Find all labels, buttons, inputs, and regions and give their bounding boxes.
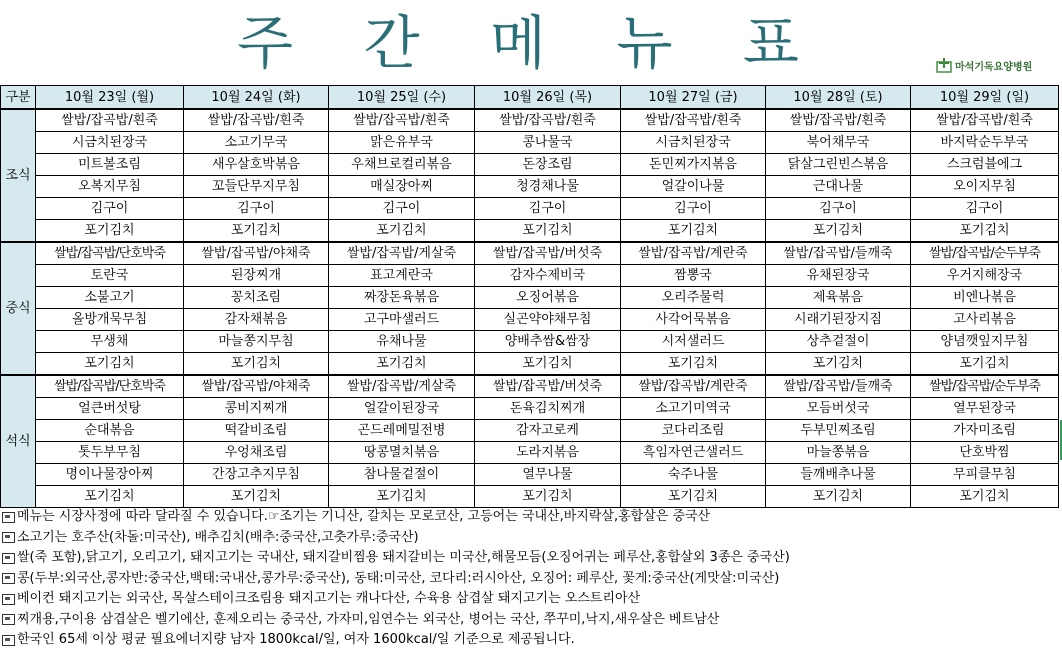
menu-cell: 열무나물 [475, 464, 621, 486]
menu-cell: 땅콩멸치볶음 [329, 442, 475, 464]
menu-cell: 포기김치 [329, 486, 475, 508]
medical-cross-icon [936, 57, 952, 73]
weekly-menu-table [0, 85, 1059, 508]
menu-cell: 올방개묵무침 [36, 309, 184, 331]
table-row [1, 398, 1059, 420]
menu-cell: 오복지무침 [36, 176, 184, 198]
menu-cell: 시저샐러드 [621, 331, 766, 353]
menu-cell: 무피클무침 [911, 464, 1059, 486]
menu-cell: 실곤약야채무침 [475, 309, 621, 331]
menu-cell: 쌀밥/잡곡밥/계란죽 [621, 375, 766, 398]
menu-cell: 포기김치 [36, 486, 184, 508]
menu-cell: 떡갈비조림 [184, 420, 329, 442]
menu-cell: 오리주물럭 [621, 287, 766, 309]
table-row [1, 198, 1059, 220]
table-row [1, 309, 1059, 331]
note-line [2, 569, 1060, 590]
note-line [2, 548, 1060, 569]
menu-cell: 쌀밥/잡곡밥/흰죽 [329, 109, 475, 132]
menu-cell: 짬뽕국 [621, 265, 766, 287]
pointer-hand-icon [2, 532, 15, 543]
menu-cell: 순대볶음 [36, 420, 184, 442]
menu-cell: 우엉채조림 [184, 442, 329, 464]
menu-cell: 매실장아찌 [329, 176, 475, 198]
menu-cell: 꼬들단무지무침 [184, 176, 329, 198]
menu-cell: 포기김치 [621, 220, 766, 243]
menu-cell: 김구이 [184, 198, 329, 220]
table-row [1, 287, 1059, 309]
menu-cell: 포기김치 [621, 486, 766, 508]
menu-cell: 쌀밥/잡곡밥/버섯죽 [475, 242, 621, 265]
menu-cell: 사각어묵볶음 [621, 309, 766, 331]
table-row [1, 154, 1059, 176]
meal-label: 중식 [1, 242, 36, 375]
meal-label: 석식 [1, 375, 36, 508]
menu-cell: 소고기미역국 [621, 398, 766, 420]
menu-cell: 김구이 [36, 198, 184, 220]
menu-cell: 쌀밥/잡곡밥/들깨죽 [766, 375, 911, 398]
menu-cell: 포기김치 [329, 220, 475, 243]
day-header: 10월 26일 (목) [475, 86, 621, 110]
menu-cell: 코다리조림 [621, 420, 766, 442]
menu-cell: 가자미조림 [911, 420, 1059, 442]
menu-cell: 돈육김치찌개 [475, 398, 621, 420]
menu-cell: 쌀밥/잡곡밥/단호박죽 [36, 375, 184, 398]
pointer-hand-icon [2, 635, 15, 646]
menu-cell: 스크럼블에그 [911, 154, 1059, 176]
menu-cell: 표고계란국 [329, 265, 475, 287]
menu-cell: 흑임자연근샐러드 [621, 442, 766, 464]
menu-cell: 토란국 [36, 265, 184, 287]
menu-cell: 얼갈이나물 [621, 176, 766, 198]
menu-cell: 쌀밥/잡곡밥/흰죽 [766, 109, 911, 132]
menu-cell: 감자수제비국 [475, 265, 621, 287]
menu-cell: 마늘쫑지무침 [184, 331, 329, 353]
menu-cell: 김구이 [911, 198, 1059, 220]
menu-cell: 쌀밥/잡곡밥/게살죽 [329, 242, 475, 265]
menu-cell: 돈장조림 [475, 154, 621, 176]
menu-cell: 맑은유부국 [329, 132, 475, 154]
table-row [1, 442, 1059, 464]
day-header: 10월 23일 (월) [36, 86, 184, 110]
menu-cell: 우채브로컬리볶음 [329, 154, 475, 176]
note-text: 한국인 65세 이상 평균 필요에너지량 남자 1800kcal/일, 여자 1600kcal/일 기준으로 제공됩니다. [17, 632, 575, 647]
menu-cell: 포기김치 [766, 486, 911, 508]
note-text: 쌀(죽 포함),닭고기, 오리고기, 돼지고기는 국내산, 돼지갈비찜용 돼지갈비는 미국산,해물모듬(오징어귀는 페루산,홍합살외 3종은 중국산) [17, 550, 790, 565]
page-title: 주 간 메 뉴 표 [237, 9, 825, 77]
day-header: 10월 24일 (화) [184, 86, 329, 110]
menu-cell: 고사리볶음 [911, 309, 1059, 331]
menu-cell: 비엔나볶음 [911, 287, 1059, 309]
note-text: 소고기는 호주산(차돌:미국산), 배추김치(배추:중국산,고춧가루:중국산) [17, 529, 419, 545]
note-text: 찌개용,구이용 삼겹살은 벨기에산, 훈제오리는 중국산, 가자미,임연수는 외국산, 병어는 국산, 쭈꾸미,낙지,새우살은 베트남산 [17, 611, 720, 627]
note-text: 콩(두부:외국산,콩자반:중국산,백태:국내산,콩가루:중국산), 동태:미국산, 코다리:러시아산, 오징어: 페루산, 꽃게:중국산(게맛살:미국산) [17, 570, 780, 586]
menu-cell: 포기김치 [911, 220, 1059, 243]
menu-cell: 쌀밥/잡곡밥/흰죽 [475, 109, 621, 132]
menu-cell: 새우살호박볶음 [184, 154, 329, 176]
pointer-hand-icon [2, 553, 15, 564]
menu-cell: 유채된장국 [766, 265, 911, 287]
menu-cell: 짜장돈육볶음 [329, 287, 475, 309]
menu-cell: 시래기된장지짐 [766, 309, 911, 331]
notes-section [2, 507, 1060, 651]
menu-cell: 양배추쌈&쌈장 [475, 331, 621, 353]
menu-cell: 단호박찜 [911, 442, 1059, 464]
menu-cell: 포기김치 [911, 486, 1059, 508]
menu-cell: 포기김치 [36, 220, 184, 243]
menu-cell: 무생채 [36, 331, 184, 353]
menu-cell: 제육볶음 [766, 287, 911, 309]
menu-cell: 포기김치 [184, 486, 329, 508]
menu-cell: 명이나물장아찌 [36, 464, 184, 486]
note-text: 메뉴는 시장사정에 따라 달라질 수 있습니다.☞조기는 기니산, 갈치는 모로코산, 고등어는 국내산,바지락살,홍합살은 중국산 [17, 509, 711, 524]
menu-cell: 포기김치 [475, 486, 621, 508]
table-row [1, 486, 1059, 508]
table-row [1, 242, 1059, 265]
menu-cell: 포기김치 [475, 353, 621, 376]
table-row [1, 464, 1059, 486]
menu-cell: 포기김치 [329, 353, 475, 376]
menu-cell: 양념깻잎지무침 [911, 331, 1059, 353]
menu-cell: 열무된장국 [911, 398, 1059, 420]
menu-cell: 근대나물 [766, 176, 911, 198]
menu-cell: 쌀밥/잡곡밥/흰죽 [911, 109, 1059, 132]
table-header-row [1, 86, 1059, 110]
menu-cell: 청경채나물 [475, 176, 621, 198]
menu-cell: 쌀밥/잡곡밥/게살죽 [329, 375, 475, 398]
menu-cell: 톳두부무침 [36, 442, 184, 464]
table-row [1, 176, 1059, 198]
menu-cell: 포기김치 [184, 353, 329, 376]
menu-cell: 쌀밥/잡곡밥/순두부죽 [911, 375, 1059, 398]
pointer-hand-icon [2, 573, 15, 584]
menu-cell: 감자채볶음 [184, 309, 329, 331]
menu-cell: 숙주나물 [621, 464, 766, 486]
table-row [1, 331, 1059, 353]
menu-cell: 쌀밥/잡곡밥/흰죽 [184, 109, 329, 132]
menu-cell: 콩나물국 [475, 132, 621, 154]
menu-cell: 김구이 [621, 198, 766, 220]
menu-cell: 간장고추지무침 [184, 464, 329, 486]
menu-cell: 돈민찌가지볶음 [621, 154, 766, 176]
hospital-name: 마석기독요양병원 [955, 61, 1033, 73]
table-row [1, 353, 1059, 376]
menu-cell: 들깨배추나물 [766, 464, 911, 486]
menu-cell: 쌀밥/잡곡밥/들깨죽 [766, 242, 911, 265]
menu-cell: 모듬버섯국 [766, 398, 911, 420]
menu-cell: 쌀밥/잡곡밥/순두부죽 [911, 242, 1059, 265]
menu-cell: 쌀밥/잡곡밥/단호박죽 [36, 242, 184, 265]
menu-cell: 미트볼조림 [36, 154, 184, 176]
table-row [1, 375, 1059, 398]
menu-cell: 쌀밥/잡곡밥/버섯죽 [475, 375, 621, 398]
menu-cell: 오징어볶음 [475, 287, 621, 309]
menu-cell: 소고기무국 [184, 132, 329, 154]
menu-cell: 쌀밥/잡곡밥/흰죽 [36, 109, 184, 132]
menu-cell: 감자고로케 [475, 420, 621, 442]
day-header: 10월 28일 (토) [766, 86, 911, 110]
day-header: 10월 29일 (일) [911, 86, 1059, 110]
note-text: 베이컨 돼지고기는 외국산, 목살스테이크조림용 돼지고기는 캐나다산, 수육용 삼겹살 돼지고기는 오스트리아산 [17, 591, 641, 606]
table-row [1, 265, 1059, 287]
table-row [1, 420, 1059, 442]
menu-cell: 김구이 [475, 198, 621, 220]
note-line [2, 507, 1060, 528]
menu-cell: 쌀밥/잡곡밥/흰죽 [621, 109, 766, 132]
menu-cell: 우거지해장국 [911, 265, 1059, 287]
note-line [2, 610, 1060, 631]
menu-cell: 김구이 [766, 198, 911, 220]
menu-cell: 참나물겉절이 [329, 464, 475, 486]
hospital-logo [936, 55, 1032, 75]
menu-cell: 포기김치 [475, 220, 621, 243]
menu-cell: 오이지무침 [911, 176, 1059, 198]
menu-cell: 유채나물 [329, 331, 475, 353]
table-row [1, 132, 1059, 154]
pointer-hand-icon [2, 512, 15, 523]
menu-cell: 소불고기 [36, 287, 184, 309]
day-header: 10월 27일 (금) [621, 86, 766, 110]
pointer-hand-icon [2, 594, 15, 605]
menu-cell: 얼갈이된장국 [329, 398, 475, 420]
note-line [2, 528, 1060, 549]
menu-cell: 닭살그린빈스볶음 [766, 154, 911, 176]
menu-cell: 도라지볶음 [475, 442, 621, 464]
menu-cell: 포기김치 [36, 353, 184, 376]
menu-cell: 쌀밥/잡곡밥/야채죽 [184, 242, 329, 265]
menu-cell: 포기김치 [766, 220, 911, 243]
menu-cell: 김구이 [329, 198, 475, 220]
menu-cell: 두부민찌조림 [766, 420, 911, 442]
menu-cell: 시금치된장국 [621, 132, 766, 154]
menu-cell: 상추겉절이 [766, 331, 911, 353]
pointer-hand-icon [2, 614, 15, 625]
menu-cell: 콩비지찌개 [184, 398, 329, 420]
menu-cell: 꽁치조림 [184, 287, 329, 309]
table-row [1, 220, 1059, 243]
header-corner: 구분 [1, 86, 36, 110]
menu-cell: 쌀밥/잡곡밥/계란죽 [621, 242, 766, 265]
table-row [1, 109, 1059, 132]
menu-cell: 북어채무국 [766, 132, 911, 154]
menu-cell: 고구마샐러드 [329, 309, 475, 331]
menu-cell: 얼큰버섯탕 [36, 398, 184, 420]
menu-cell: 쌀밥/잡곡밥/야채죽 [184, 375, 329, 398]
menu-cell: 시금치된장국 [36, 132, 184, 154]
menu-cell: 포기김치 [621, 353, 766, 376]
menu-cell: 마늘쫑볶음 [766, 442, 911, 464]
menu-cell: 포기김치 [184, 220, 329, 243]
meal-label: 조식 [1, 109, 36, 242]
menu-cell: 바지락순두부국 [911, 132, 1059, 154]
note-line [2, 589, 1060, 610]
menu-cell: 곤드레메밀전병 [329, 420, 475, 442]
day-header: 10월 25일 (수) [329, 86, 475, 110]
menu-cell: 포기김치 [766, 353, 911, 376]
menu-cell: 된장찌개 [184, 265, 329, 287]
menu-cell: 포기김치 [911, 353, 1059, 376]
note-line [2, 630, 1060, 651]
